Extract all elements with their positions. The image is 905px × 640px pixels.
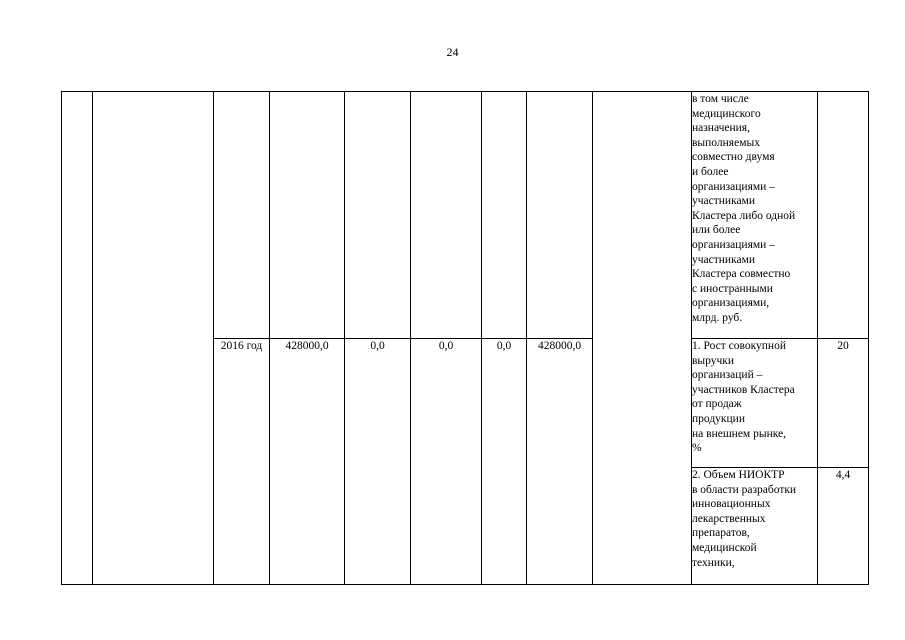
cell-local-budget — [482, 92, 527, 339]
regional-budget-cell: 0,0 — [411, 339, 482, 585]
federal-budget-cell: 0,0 — [345, 339, 411, 585]
table-row-indicator-continuation — [62, 92, 869, 339]
indicator-1-text: 1. Рост совокупной выручки организаций – участников Кластера от продаж продукции на внешнем рынке, % — [692, 339, 818, 468]
cell-executor — [593, 92, 692, 585]
indicator-2-value: 4,4 — [818, 468, 869, 585]
extrabudgetary-cell: 428000,0 — [527, 339, 593, 585]
program-table — [61, 91, 869, 585]
cell-total — [270, 92, 345, 339]
indicator-1-value: 20 — [818, 339, 869, 468]
cell-regional-budget — [411, 92, 482, 339]
cell-event-name — [93, 92, 214, 585]
year-cell: 2016 год — [214, 339, 270, 585]
indicator-2-text: 2. Объем НИОКТР в области разработки инновационных лекарственных препаратов, медицинской техники, — [692, 468, 818, 585]
indicator-text-cell: в том числе медицинского назначения, выполняемых совместно двумя и более организациями – участниками Кластера либо одной или более организациями – участниками Кластера совместно с иностранными организациями, млрд. руб. — [692, 92, 818, 339]
cell-extrabudgetary — [527, 92, 593, 339]
total-amount-cell: 428000,0 — [270, 339, 345, 585]
cell-federal-budget — [345, 92, 411, 339]
cell-number — [62, 92, 93, 585]
local-budget-cell: 0,0 — [482, 339, 527, 585]
page-number: 24 — [446, 45, 459, 59]
cell-year — [214, 92, 270, 339]
indicator-value-cell — [818, 92, 869, 339]
